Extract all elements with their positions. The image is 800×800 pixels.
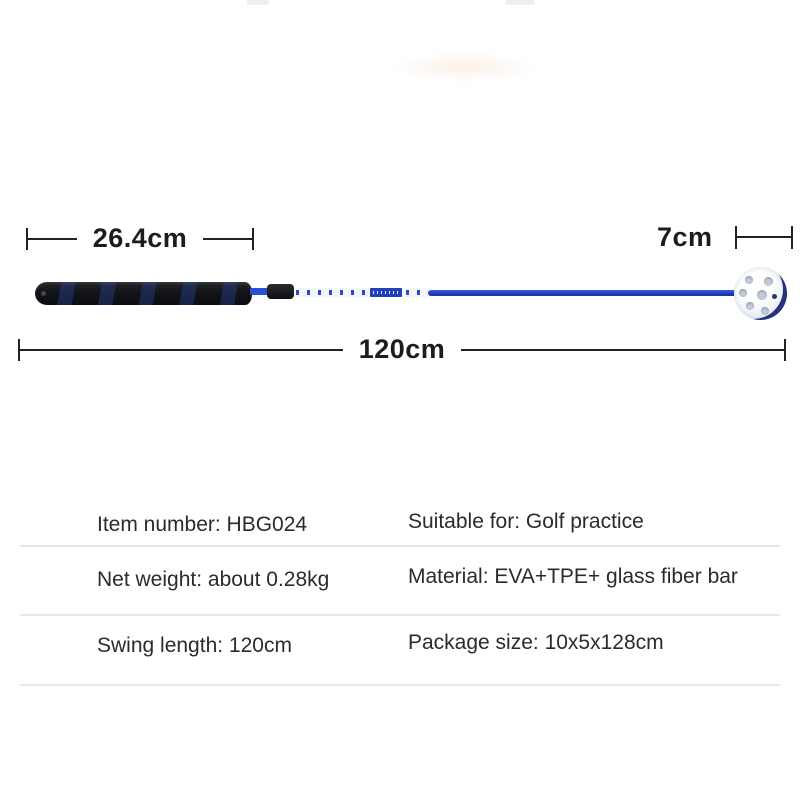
grip-length-label: 26.4cm xyxy=(92,223,188,253)
dim-line xyxy=(28,238,77,240)
table-divider xyxy=(20,614,780,616)
shaft-logo-block xyxy=(370,288,402,297)
trainer-shaft xyxy=(428,290,742,296)
spec-row xyxy=(0,560,800,600)
top-edge-artifact xyxy=(505,0,535,5)
shaft-graphics-band xyxy=(294,288,430,297)
spec-suitable-for: Suitable for: Golf practice xyxy=(408,510,644,533)
practice-ball xyxy=(734,267,787,320)
ball-hole xyxy=(764,277,773,286)
table-divider xyxy=(20,545,780,547)
trainer-grip xyxy=(35,282,252,305)
dim-tick-right xyxy=(252,228,254,250)
spec-package-size: Package size: 10x5x128cm xyxy=(408,631,664,654)
ball-hole xyxy=(757,290,767,300)
dim-tick-right xyxy=(784,339,786,361)
ball-hole xyxy=(745,276,753,284)
grip-end-sleeve xyxy=(267,284,294,299)
spec-net-weight: Net weight: about 0.28kg xyxy=(97,568,330,591)
head-size-label: 7cm xyxy=(657,221,713,252)
dim-tick-right xyxy=(791,226,793,249)
grip-butt-cap xyxy=(41,291,46,296)
ball-hole xyxy=(739,289,747,297)
spec-row xyxy=(0,505,800,545)
dim-line xyxy=(737,236,791,238)
spec-material: Material: EVA+TPE+ glass fiber bar xyxy=(408,565,738,588)
ball-hole xyxy=(746,302,754,310)
dim-line xyxy=(461,349,784,351)
table-divider xyxy=(20,684,780,686)
ball-navy-hole xyxy=(772,294,777,299)
dim-line xyxy=(20,349,343,351)
spec-swing-length: Swing length: 120cm xyxy=(97,634,292,657)
total-length-label: 120cm xyxy=(358,334,446,364)
dim-grip-length xyxy=(26,223,254,253)
dim-head-size xyxy=(657,222,793,252)
ball-hole xyxy=(761,307,769,315)
dim-total-length xyxy=(18,334,786,364)
spec-row xyxy=(0,626,800,666)
faint-smudge xyxy=(390,52,540,82)
dim-line xyxy=(203,238,252,240)
top-edge-artifact xyxy=(247,0,269,5)
spec-item-number: Item number: HBG024 xyxy=(97,513,308,536)
